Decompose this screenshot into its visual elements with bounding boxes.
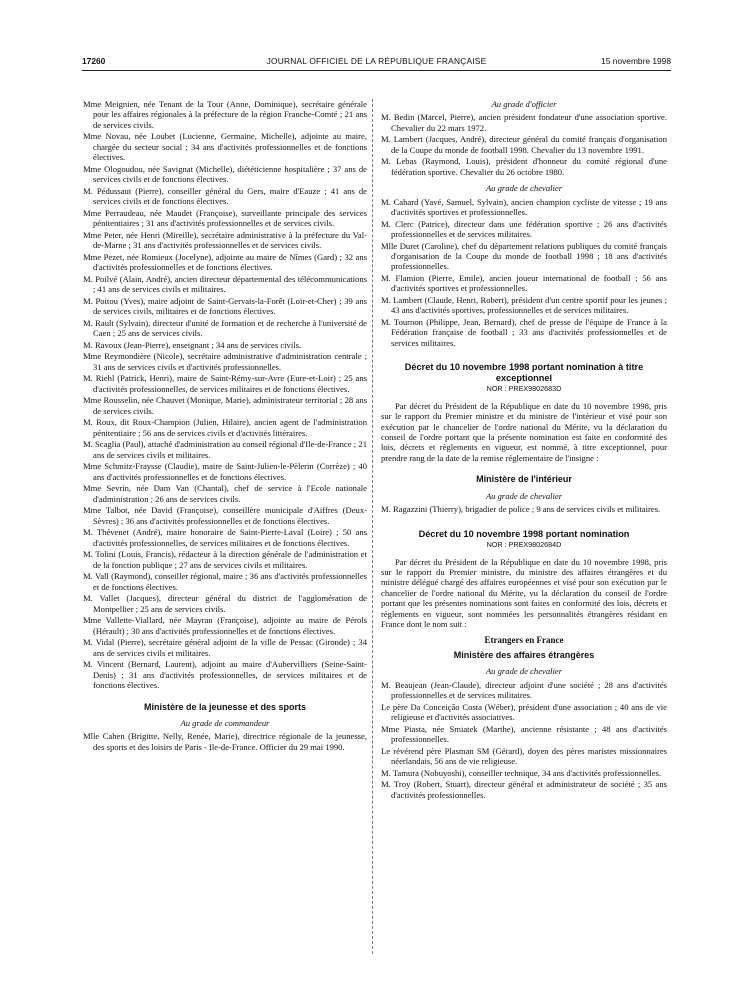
decree1-nor: NOR : PREX9802683D (486, 384, 562, 394)
list-entry: Le père Da Conceição Costa (Wéber), président d'une association ; 40 ans de vie religieuse et d'activités associatives. (381, 701, 667, 722)
chevalier-entries-list (381, 197, 667, 349)
grade-officier: Au grade d'officier (491, 99, 557, 109)
list-entry: M. Vall (Raymond), conseiller régional, maire ; 36 ans d'activités professionnelles et de fonctions électives. (83, 571, 367, 592)
list-entry: Mme Meignien, née Tenant de la Tour (Anne, Dominique), secrétaire générale pour les affaires régionales à la préfecture de la région Franche-Comté ; 21 ans de services civils. (83, 99, 367, 130)
list-entry: M. Ragazzini (Thierry), brigadier de police ; 9 ans de services civils et militaires. (381, 504, 661, 515)
list-entry: M. Flamion (Pierre, Emile), ancien joueur international de football ; 56 ans d'activités sportives et professionnelles. (381, 273, 667, 294)
list-entry: M. Bedin (Marcel, Pierre), ancien président fondateur d'une association sportive. Chevalier du 22 mars 1972. (381, 112, 667, 133)
list-entry: M. Beaujean (Jean-Claude), directeur adjoint d'une société ; 28 ans d'activités professionnelles et de services militaires. (381, 679, 667, 700)
decree2-subtitle: Etrangers en France (484, 635, 564, 646)
list-entry: M. Poilvé (Alain, André), ancien directeur départemental des télécommunications ; 41 ans de services civils et militaires. (83, 273, 367, 295)
list-entry: M. Poitou (Yves), maire adjoint de Saint-Gervais-la-Forêt (Loir-et-Cher) ; 39 ans de services civils, militaires et de fonctions électives. (83, 295, 367, 317)
journal-title: JOURNAL OFFICIEL DE LA RÉPUBLIQUE FRANÇAISE (266, 56, 487, 66)
list-entry: M. Lambert (Claude, Henri, Robert), président d'un centre sportif pour les jeunes ; 43 ans d'activités sportives, professionnelles et de services militaires. (381, 295, 667, 316)
list-entry: M. Ravoux (Jean-Pierre), enseignant ; 34 ans de services civils. (83, 339, 302, 350)
commandeur-entries-list (83, 731, 367, 752)
page-number: 17260 (82, 56, 106, 66)
decree2-grade: Au grade de chevalier (485, 666, 563, 677)
left-column (83, 99, 367, 753)
header-rule (82, 70, 671, 71)
list-entry: M. Troy (Robert, Stuart), directeur général et administrateur de société ; 35 ans d'activités professionnelles. (381, 779, 667, 800)
list-entry: M. Clerc (Patrice), directeur dans une fédération sportive ; 26 ans d'activités professionnelles et de services militaires. (381, 218, 667, 240)
decree1-title: Décret du 10 novembre 1998 portant nomination à titre exceptionnel (404, 362, 644, 383)
list-entry: M. Riehl (Patrick, Henri), maire de Saint-Rémy-sur-Avre (Eure-et-Loir) ; 25 ans d'activités professionnelles, de services militaires et de fonctions électives. (83, 373, 367, 394)
list-entry: Mme Schmitz-Fraysse (Claudie), maire de Saint-Julien-le-Pèlerin (Corrèze) ; 40 ans d'activités professionnelles et de fonctions électives. (83, 461, 367, 482)
decree1-ministry: Ministère de l'intérieur (476, 474, 572, 485)
page-header (82, 56, 671, 70)
decree1-entries-list (381, 504, 667, 514)
list-entry: Mlle Duret (Caroline), chef du département relations publiques du comité français d'organisation de la Coupe du monde de football 1998 ; 18 ans d'activités professionnelles. (381, 240, 667, 272)
list-entry: M. Rault (Sylvain), directeur d'unité de formation et de recherche à l'université de Caen ; 25 ans de services civils. (83, 317, 367, 339)
list-entry: Mme Rousselin, née Chauvet (Monique, Marie), administrateur territorial ; 28 ans de services civils. (83, 395, 367, 416)
list-entry: M. Tamura (Nobuyoshi), conseiller technique, 34 ans d'activités professionnelles. (381, 767, 662, 778)
list-entry: Mme Perraudeau, née Maudet (Françoise), surveillante principale des services pénitentiaires ; 31 ans d'activités professionnelles et de services civils. (83, 207, 367, 229)
list-entry: M. Vallet (Jacques), directeur général du district de l'agglomération de Montpellier ; 25 ans de services civils. (83, 593, 367, 614)
list-entry: M. Cahard (Yavé, Samuel, Sylvain), ancien champion cycliste de vitesse ; 19 ans d'activités sportives et professionnelles. (381, 196, 667, 218)
right-column (381, 99, 667, 801)
decree2-nor: NOR : PREX9802684D (486, 540, 562, 550)
list-entry: M. Tournon (Philippe, Jean, Bernard), chef de presse de l'équipe de France à la Fédération française de football ; 33 ans d'activités professionnelles et de services militaires. (381, 317, 667, 348)
list-entry: Mme Sevrin, née Dam Van (Chantal), chef de service à l'Ecole nationale d'administration ; 26 ans de services civils. (83, 483, 367, 504)
decree2-entries-list (381, 680, 667, 800)
grade-chevalier: Au grade de chevalier (485, 183, 563, 194)
list-entry: M. Vincent (Bernard, Laurent), adjoint au maire d'Aubervilliers (Seine-Saint-Denis) ; 31 ans d'activités professionnelles, de services militaires et de fonctions électives. (83, 659, 367, 691)
section-title-jeunesse: Ministère de la jeunesse et des sports (143, 701, 307, 712)
grade-commandeur: Au grade de commandeur (180, 718, 270, 729)
left-entries-list (83, 99, 367, 691)
list-entry: M. Lambert (Jacques, André), directeur général du comité français d'organisation de la Coupe du monde de football 1998. Chevalier du 13 novembre 1991. (381, 134, 667, 155)
list-entry: Mme Vallette-Viallard, née Mayran (Françoise), adjointe au maire de Pérols (Hérault) ; 30 ans d'activités professionnelles et de fonctions électives. (83, 615, 367, 636)
list-entry: M. Pédussaut (Pierre), conseiller général du Gers, maire d'Eauze ; 41 ans de services civils et de fonctions électives. (83, 185, 367, 207)
list-entry: M. Roux, dit Roux-Champion (Julien, Hilaire), ancien agent de l'administration pénitentiaire ; 56 ans de services civils et d'activités littéraires. (83, 417, 367, 438)
list-entry: M. Vidal (Pierre), secrétaire général adjoint de la ville de Pessac (Gironde) ; 34 ans de services civils et militaires. (83, 637, 367, 658)
decree1-paragraph: Par décret du Président de la République en date du 10 novembre 1998, pris sur le rapport du Premier ministre et du ministre de l'intérieur et visé pour son exécution par le chancelier de l'ordre national du Mérite, vu la déclaration du conseil de l'ordre portant que la présente nomination est faite en conformité des lois, décrets et règlements en vigueur, est nommé, à titre exceptionnel, pour prendre rang de la date de la remise réglementaire de l'insigne : (381, 400, 667, 463)
list-entry: Mme Piasta, née Smiatek (Marthe), ancienne résistante ; 48 ans d'activités professionnelles. (381, 723, 667, 744)
decree1-grade: Au grade de chevalier (485, 490, 563, 501)
list-entry: Mme Talbot, née David (Françoise), conseillère municipale d'Aiffres (Deux-Sèvres) ; 36 ans d'activités professionnelles et de fonctions électives. (83, 505, 367, 526)
officier-entries-list (381, 112, 667, 177)
list-entry: Mme Reymondière (Nicole), secrétaire administrative d'administration centrale ; 31 ans de services civils et d'activités professionnelles. (83, 351, 367, 372)
list-entry: M. Scaglia (Paul), attaché d'administration au conseil régional d'Ile-de-France ; 21 ans de services civils et militaires. (83, 439, 367, 460)
publication-date: 15 novembre 1998 (601, 56, 671, 66)
list-entry: Mme Pezet, née Romieux (Jocelyne), adjointe au maire de Nîmes (Gard) ; 32 ans d'activités professionnelles et de fonctions électives. (83, 251, 367, 273)
list-entry: M. Thévenet (André), maire honoraire de Saint-Pierre-Laval (Loire) ; 50 ans d'activités professionnelles, de services militaires et de fonctions électives. (83, 527, 367, 548)
list-entry: Mme Ologoudou, née Savignat (Michelle), diététicienne hospitalière ; 37 ans de services civils et de fonctions électives. (83, 163, 367, 185)
list-entry: Le révérend père Plasman SM (Gérard), doyen des pères maristes missionnaires néerlandais, 56 ans de vie religieuse. (381, 745, 667, 766)
list-entry: Mme Peter, née Henri (Mireille), secrétaire administrative à la préfecture du Val-de-Marne ; 31 ans d'activités professionnelles et de services civils. (83, 229, 367, 251)
column-divider (372, 99, 373, 954)
list-entry: M. Lebas (Raymond, Louis), président d'honneur du comité régional d'une fédération sportive. Chevalier du 26 octobre 1980. (381, 156, 667, 177)
decree2-paragraph: Par décret du Président de la République en date du 10 novembre 1998, pris sur le rapport du Premier ministre, du ministre des affaires étrangères et du ministre délégué chargé des affaires européennes et visé pour son exécution par le chancelier de l'ordre national du Mérite, vu la déclaration du conseil de l'ordre portant que les présentes nominations sont faites en conformité des lois, décrets et règlements en vigueur, sont nommées les personnalités étrangères résidant en France dont le nom suit : (381, 556, 667, 629)
decree2-ministry: Ministère des affaires étrangères (453, 649, 595, 660)
list-entry: M. Tolini (Louis, Francis), rédacteur à la direction générale de l'administration et de la fonction publique ; 27 ans de services civils et militaires. (83, 549, 367, 570)
list-entry: Mlle Cahen (Brigitte, Nelly, Renée, Marie), directrice régionale de la jeunesse, des sports et des loisirs de Paris - Ile-de-France. Officier du 29 mai 1990. (83, 731, 367, 752)
decree2-title: Décret du 10 novembre 1998 portant nomination (418, 528, 630, 539)
list-entry: Mme Novau, née Loubet (Lucienne, Germaine, Michelle), adjointe au maire, chargée du secteur social ; 34 ans d'activités professionnelles et de fonctions électives. (83, 131, 367, 163)
